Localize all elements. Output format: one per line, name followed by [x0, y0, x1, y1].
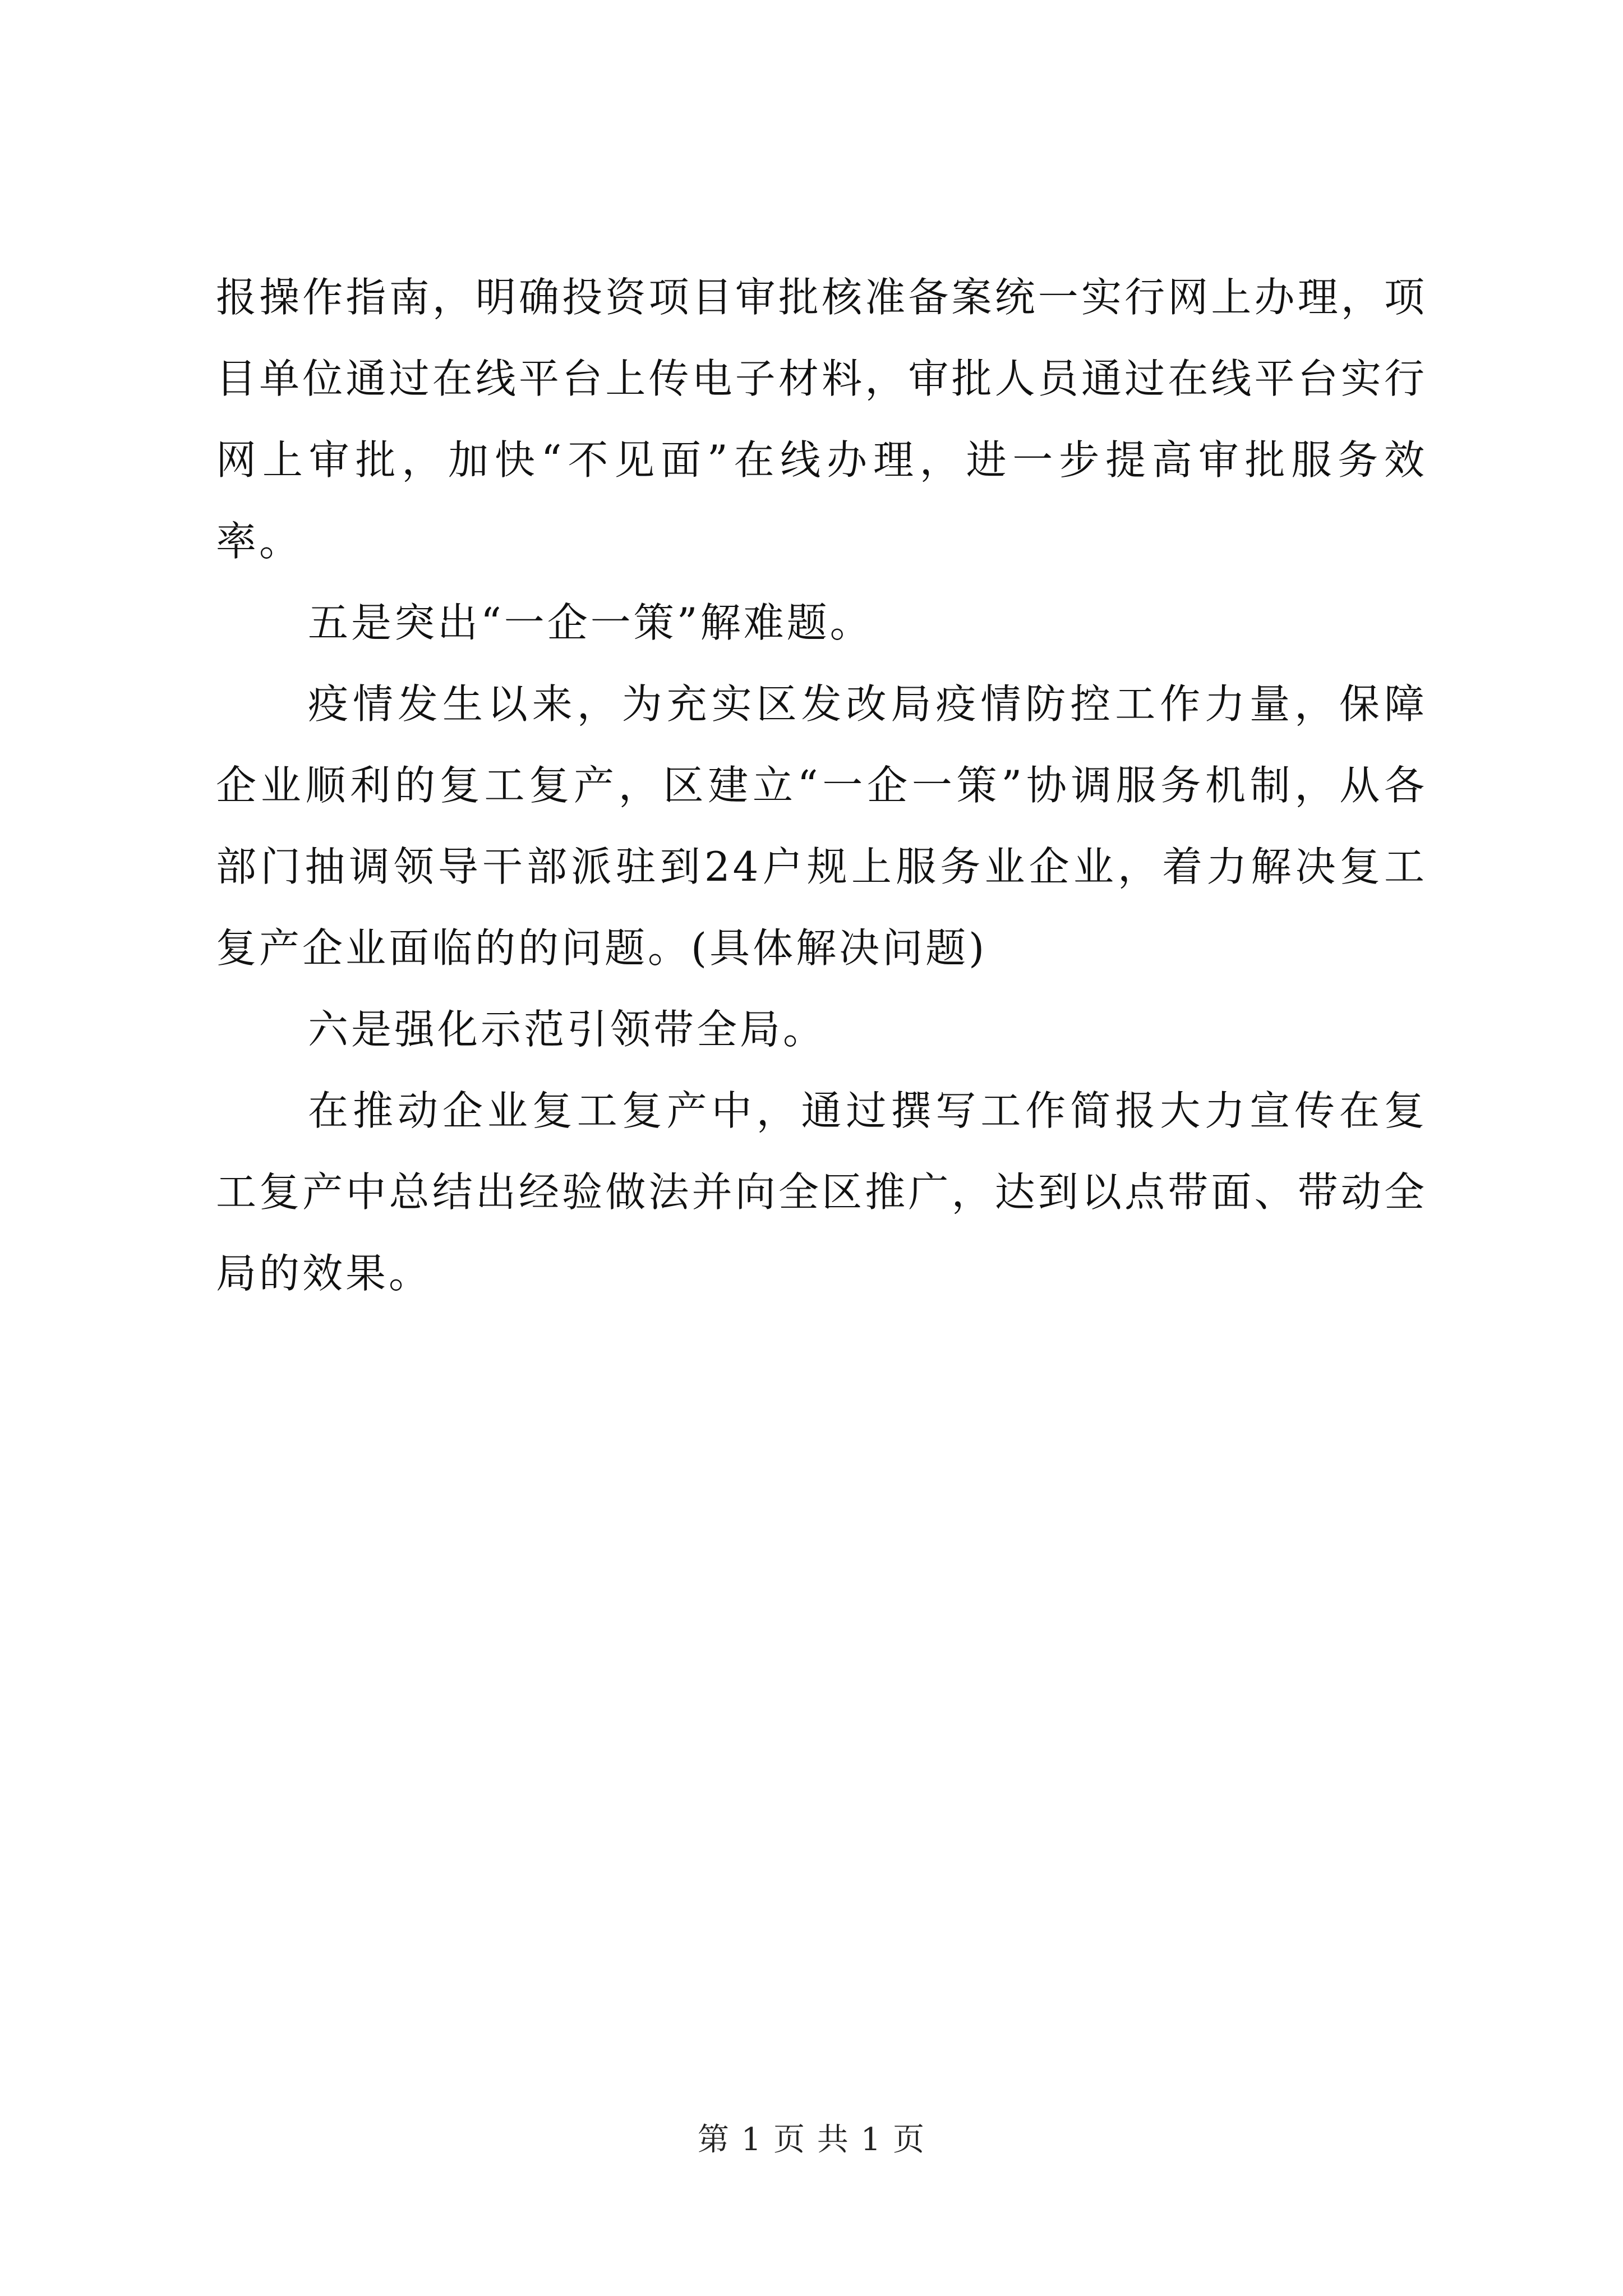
- heading-point-five: 五是突出“一企一策”解难题。: [308, 599, 873, 646]
- page-footer: 第 1 页 共 1 页: [697, 2122, 926, 2158]
- paragraph-continued-approval: 报操作指南，明确投资项目审批核准备案统一实行网上办理，项目单位通过在线平台上传电子材料，审批人员通过在线平台实行网上审批，加快“不见面”在线办理，进一步提高审批服务效率。: [216, 274, 1427, 565]
- paragraph-point-six: 在推动企业复工复产中，通过撰写工作简报大力宣传在复工复产中总结出经验做法并向全区推广，达到以点带面、带动全局的效果。: [216, 1087, 1427, 1297]
- paragraph-point-five: 疫情发生以来，为充实区发改局疫情防控工作力量，保障企业顺利的复工复产，区建立“一企一策”协调服务机制，从各部门抽调领导干部派驻到24户规上服务业企业，着力解决复工复产企业面临的的问题。(具体解决问题): [216, 680, 1427, 972]
- heading-point-six: 六是强化示范引领带全局。: [308, 1006, 827, 1053]
- document-body: [216, 257, 1427, 1314]
